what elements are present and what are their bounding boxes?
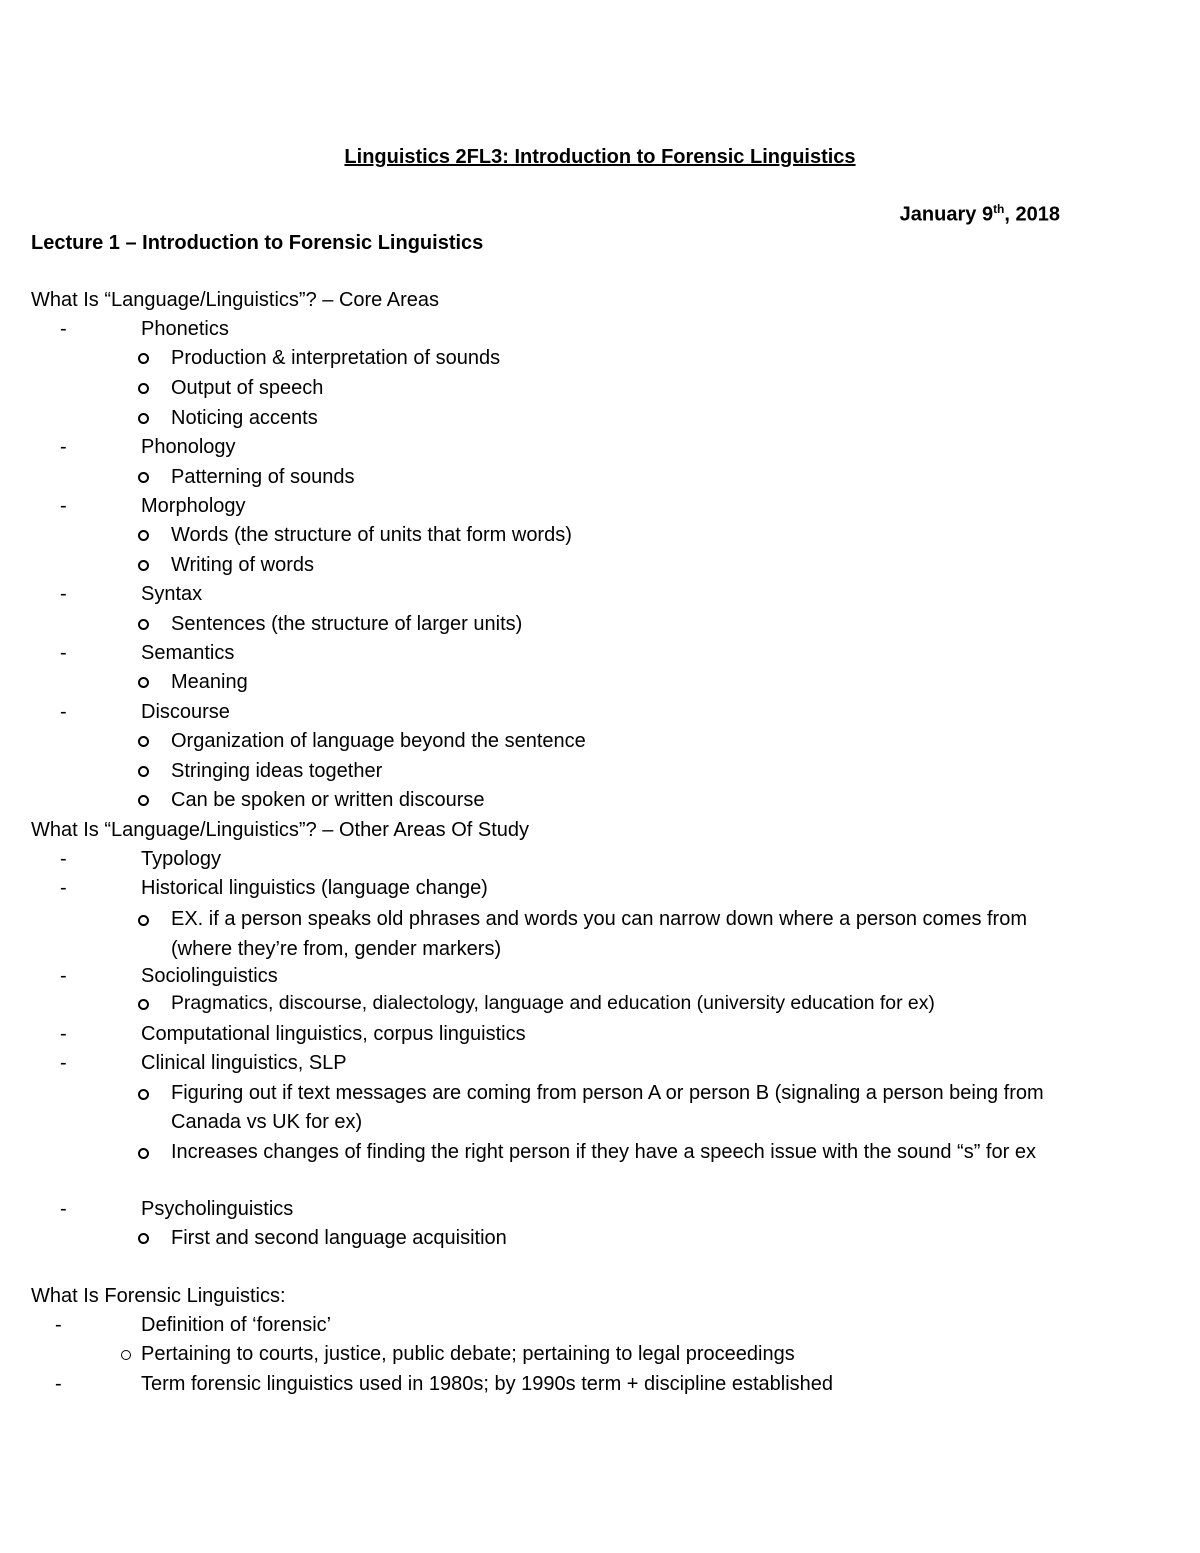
sub-list-item-label: Words (the structure of units that form words) [171,524,572,546]
dash-bullet: - [55,1314,62,1336]
sub-list-item-label: Noticing accents [171,407,318,429]
dash-bullet: - [60,436,67,458]
dash-bullet: - [60,877,67,899]
list-item-label: Sociolinguistics [141,965,278,987]
circle-bullet-icon [138,619,149,630]
sub-list-item-label: Stringing ideas together [171,760,383,782]
list-item-label: Discourse [141,701,230,723]
sub-list-item-label: Output of speech [171,377,324,399]
circle-bullet-icon [138,560,149,571]
sub-list-item-label: EX. if a person speaks old phrases and words you can narrow down where a person comes from (where they’re from, gender markers) [171,908,1027,960]
list-item-label: Computational linguistics, corpus linguistics [141,1023,526,1045]
circle-bullet-icon [138,530,149,541]
circle-bullet-icon [138,677,149,688]
circle-bullet-icon [138,736,149,747]
circle-bullet-icon [138,1089,149,1100]
circle-bullet-icon [121,1350,131,1360]
lecture-heading: Lecture 1 – Introduction to Forensic Linguistics [31,232,484,254]
circle-bullet-icon [138,1148,149,1159]
sub-list-item-label: Pertaining to courts, justice, public debate; pertaining to legal proceedings [141,1343,795,1365]
circle-bullet-icon [138,383,149,394]
dash-bullet: - [60,583,67,605]
sub-list-item-label: Pragmatics, discourse, dialectology, language and education (university education for ex) [171,992,935,1014]
date-superscript: th [993,202,1005,216]
list-item-label: Syntax [141,583,203,605]
list-item-label: Semantics [141,642,235,664]
list-item-label: Psycholinguistics [141,1198,294,1220]
sub-list-item-label: First and second language acquisition [171,1227,507,1249]
circle-bullet-icon [138,999,149,1010]
date-year: , 2018 [1004,203,1060,226]
list-item-label: Definition of ‘forensic’ [141,1314,332,1336]
dash-bullet: - [60,848,67,870]
list-item-label: Historical linguistics (language change) [141,877,488,899]
document-title: Linguistics 2FL3: Introduction to Forensic Linguistics [344,146,856,168]
circle-bullet-icon [138,915,149,926]
circle-bullet-icon [138,1233,149,1244]
dash-bullet: - [60,701,67,723]
dash-bullet: - [55,1373,62,1395]
lecture-date [900,202,1060,227]
dash-bullet: - [60,318,67,340]
circle-bullet-icon [138,353,149,364]
sub-list-item-label: Meaning [171,671,248,693]
sub-list-item-label: Writing of words [171,554,315,576]
circle-bullet-icon [138,413,149,424]
list-item-label: Phonetics [141,318,229,340]
sub-list-item-label: Organization of language beyond the sentence [171,730,586,752]
sub-list-item-label: Patterning of sounds [171,466,355,488]
sub-list-item-label: Can be spoken or written discourse [171,789,485,811]
sub-list-item-label: Figuring out if text messages are coming from person A or person B (signaling a person being from Canada vs UK for ex) [171,1082,1044,1133]
dash-bullet: - [60,1198,67,1220]
dash-bullet: - [60,965,67,987]
dash-bullet: - [60,495,67,517]
date-main: January 9 [899,203,994,226]
sub-list-item-label: Production & interpretation of sounds [171,347,501,369]
list-item-label: Clinical linguistics, SLP [141,1052,347,1074]
section-heading-forensic-linguistics: What Is Forensic Linguistics: [31,1285,286,1307]
list-item-label: Phonology [141,436,236,458]
list-item-label: Term forensic linguistics used in 1980s; by 1990s term + discipline established [141,1373,834,1395]
section-heading-other-areas: What Is “Language/Linguistics”? – Other Areas Of Study [31,819,530,841]
sub-list-item-label: Increases changes of finding the right person if they have a speech issue with the sound “s” for ex [171,1141,1036,1163]
list-item-label: Typology [141,848,222,870]
circle-bullet-icon [138,472,149,483]
dash-bullet: - [60,1052,67,1074]
circle-bullet-icon [138,795,149,806]
circle-bullet-icon [138,766,149,777]
dash-bullet: - [60,642,67,664]
list-item-label: Morphology [141,495,246,517]
section-heading-core-areas: What Is “Language/Linguistics”? – Core Areas [31,289,439,311]
sub-list-item-label: Sentences (the structure of larger units) [171,613,523,635]
dash-bullet: - [60,1023,67,1045]
